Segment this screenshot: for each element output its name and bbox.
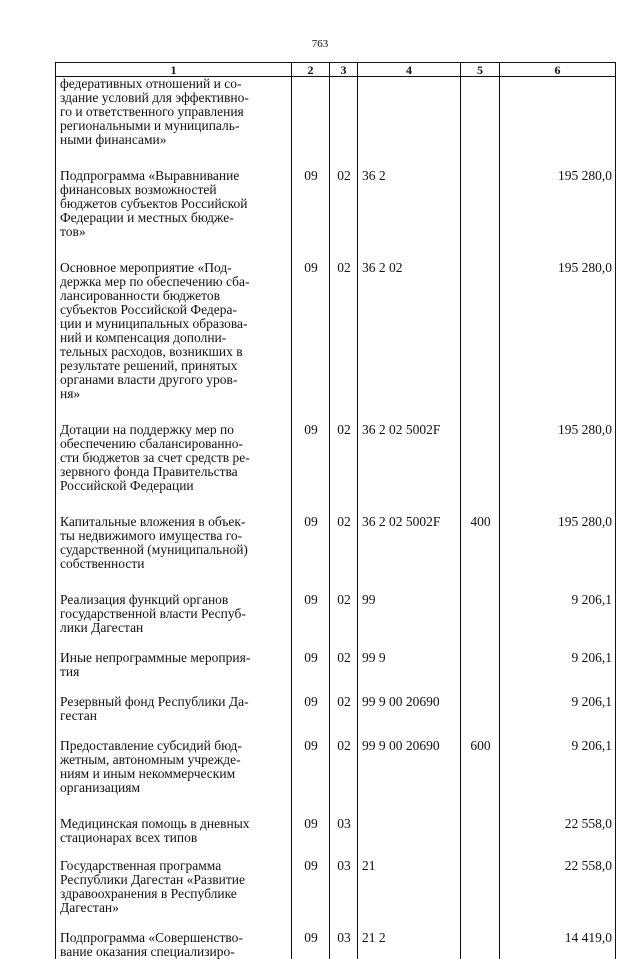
table-row — [56, 515, 616, 593]
row-section-cell: 09 — [292, 859, 330, 931]
row-section-cell: 09 — [292, 651, 330, 695]
row-amount-cell: 9 206,1 — [500, 695, 616, 739]
row-target-article-cell — [358, 817, 461, 859]
row-amount-cell: 22 558,0 — [500, 817, 616, 859]
row-section-cell: 09 — [292, 931, 330, 959]
table-row — [56, 423, 616, 515]
row-expense-type-cell — [461, 77, 500, 170]
row-subsection-cell — [330, 77, 358, 170]
row-expense-type-cell — [461, 261, 500, 423]
row-amount-cell — [500, 77, 616, 170]
row-subsection-cell: 02 — [330, 169, 358, 261]
row-target-article-cell: 99 9 — [358, 651, 461, 695]
table-row — [56, 931, 616, 959]
row-section-cell: 09 — [292, 739, 330, 817]
row-expense-type-cell — [461, 169, 500, 261]
row-subsection-cell: 02 — [330, 651, 358, 695]
table-body — [56, 77, 616, 959]
row-amount-cell: 9 206,1 — [500, 739, 616, 817]
header-row — [56, 63, 616, 77]
row-subsection-cell: 02 — [330, 515, 358, 593]
row-subsection-cell: 02 — [330, 593, 358, 651]
row-name-cell: Медицинская помощь в дневных стационарах всех типов — [56, 817, 292, 859]
row-target-article-cell: 99 9 00 20690 — [358, 695, 461, 739]
row-expense-type-cell: 400 — [461, 515, 500, 593]
row-section-cell: 09 — [292, 593, 330, 651]
header-col-5: 5 — [461, 63, 500, 77]
row-subsection-cell: 02 — [330, 695, 358, 739]
row-section-cell: 09 — [292, 261, 330, 423]
row-expense-type-cell: 600 — [461, 739, 500, 817]
row-expense-type-cell — [461, 651, 500, 695]
row-amount-cell: 14 419,0 — [500, 931, 616, 959]
budget-table — [55, 62, 616, 959]
header-col-4: 4 — [358, 63, 461, 77]
header-col-6: 6 — [500, 63, 616, 77]
table-row — [56, 651, 616, 695]
table-row — [56, 695, 616, 739]
row-subsection-cell: 02 — [330, 739, 358, 817]
table-row — [56, 817, 616, 859]
row-amount-cell: 9 206,1 — [500, 651, 616, 695]
row-expense-type-cell — [461, 859, 500, 931]
row-section-cell: 09 — [292, 169, 330, 261]
page-number: 763 — [0, 38, 640, 50]
row-name-cell: федеративных отношений и со- здание условий для эффективно- го и ответственного управления региональными и муниципаль- ными финансами» — [56, 77, 292, 170]
row-section-cell: 09 — [292, 817, 330, 859]
header-col-3: 3 — [330, 63, 358, 77]
row-target-article-cell: 36 2 02 5002F — [358, 515, 461, 593]
table-row — [56, 169, 616, 261]
row-target-article-cell: 36 2 02 5002F — [358, 423, 461, 515]
row-name-cell: Реализация функций органов государственной власти Респуб- лики Дагестан — [56, 593, 292, 651]
row-section-cell: 09 — [292, 695, 330, 739]
row-subsection-cell: 02 — [330, 261, 358, 423]
row-target-article-cell — [358, 77, 461, 170]
row-subsection-cell: 03 — [330, 817, 358, 859]
row-name-cell: Резервный фонд Республики Да- гестан — [56, 695, 292, 739]
table-row — [56, 261, 616, 423]
row-amount-cell: 195 280,0 — [500, 261, 616, 423]
row-section-cell: 09 — [292, 423, 330, 515]
row-section-cell: 09 — [292, 515, 330, 593]
header-col-2: 2 — [292, 63, 330, 77]
row-name-cell: Основное мероприятие «Под- держка мер по обеспечению сба- лансированности бюджетов субъектов Российской Федера- ции и муниципальных образова- ний и компенсация дополни- тельных расходов, возникших в результате решений, принятых органами власти другого уров- ня» — [56, 261, 292, 423]
row-subsection-cell: 02 — [330, 423, 358, 515]
row-expense-type-cell — [461, 695, 500, 739]
row-name-cell: Иные непрограммные мероприя- тия — [56, 651, 292, 695]
row-name-cell: Подпрограмма «Совершенство- вание оказания специализиро- — [56, 931, 292, 959]
row-amount-cell: 195 280,0 — [500, 169, 616, 261]
header-col-1: 1 — [56, 63, 292, 77]
row-name-cell: Подпрограмма «Выравнивание финансовых возможностей бюджетов субъектов Российской Федерации и местных бюдже- тов» — [56, 169, 292, 261]
row-amount-cell: 9 206,1 — [500, 593, 616, 651]
table-row — [56, 593, 616, 651]
row-target-article-cell: 36 2 — [358, 169, 461, 261]
row-expense-type-cell — [461, 423, 500, 515]
row-amount-cell: 195 280,0 — [500, 423, 616, 515]
row-name-cell: Государственная программа Республики Дагестан «Развитие здравоохранения в Республике Дагестан» — [56, 859, 292, 931]
table-row — [56, 77, 616, 170]
row-target-article-cell: 21 2 — [358, 931, 461, 959]
row-target-article-cell: 99 — [358, 593, 461, 651]
row-name-cell: Предоставление субсидий бюд- жетным, автономным учрежде- ниям и иным некоммерческим организациям — [56, 739, 292, 817]
row-amount-cell: 195 280,0 — [500, 515, 616, 593]
row-target-article-cell: 21 — [358, 859, 461, 931]
row-amount-cell: 22 558,0 — [500, 859, 616, 931]
row-target-article-cell: 36 2 02 — [358, 261, 461, 423]
row-subsection-cell: 03 — [330, 859, 358, 931]
row-subsection-cell: 03 — [330, 931, 358, 959]
table-row — [56, 859, 616, 931]
row-name-cell: Капитальные вложения в объек- ты недвижимого имущества го- сударственной (муниципальной) собственности — [56, 515, 292, 593]
table-row — [56, 739, 616, 817]
row-expense-type-cell — [461, 931, 500, 959]
row-expense-type-cell — [461, 593, 500, 651]
row-name-cell: Дотации на поддержку мер по обеспечению сбалансированно- сти бюджетов за счет средств ре- зервного фонда Правительства Российской Федерации — [56, 423, 292, 515]
row-section-cell — [292, 77, 330, 170]
row-target-article-cell: 99 9 00 20690 — [358, 739, 461, 817]
row-expense-type-cell — [461, 817, 500, 859]
